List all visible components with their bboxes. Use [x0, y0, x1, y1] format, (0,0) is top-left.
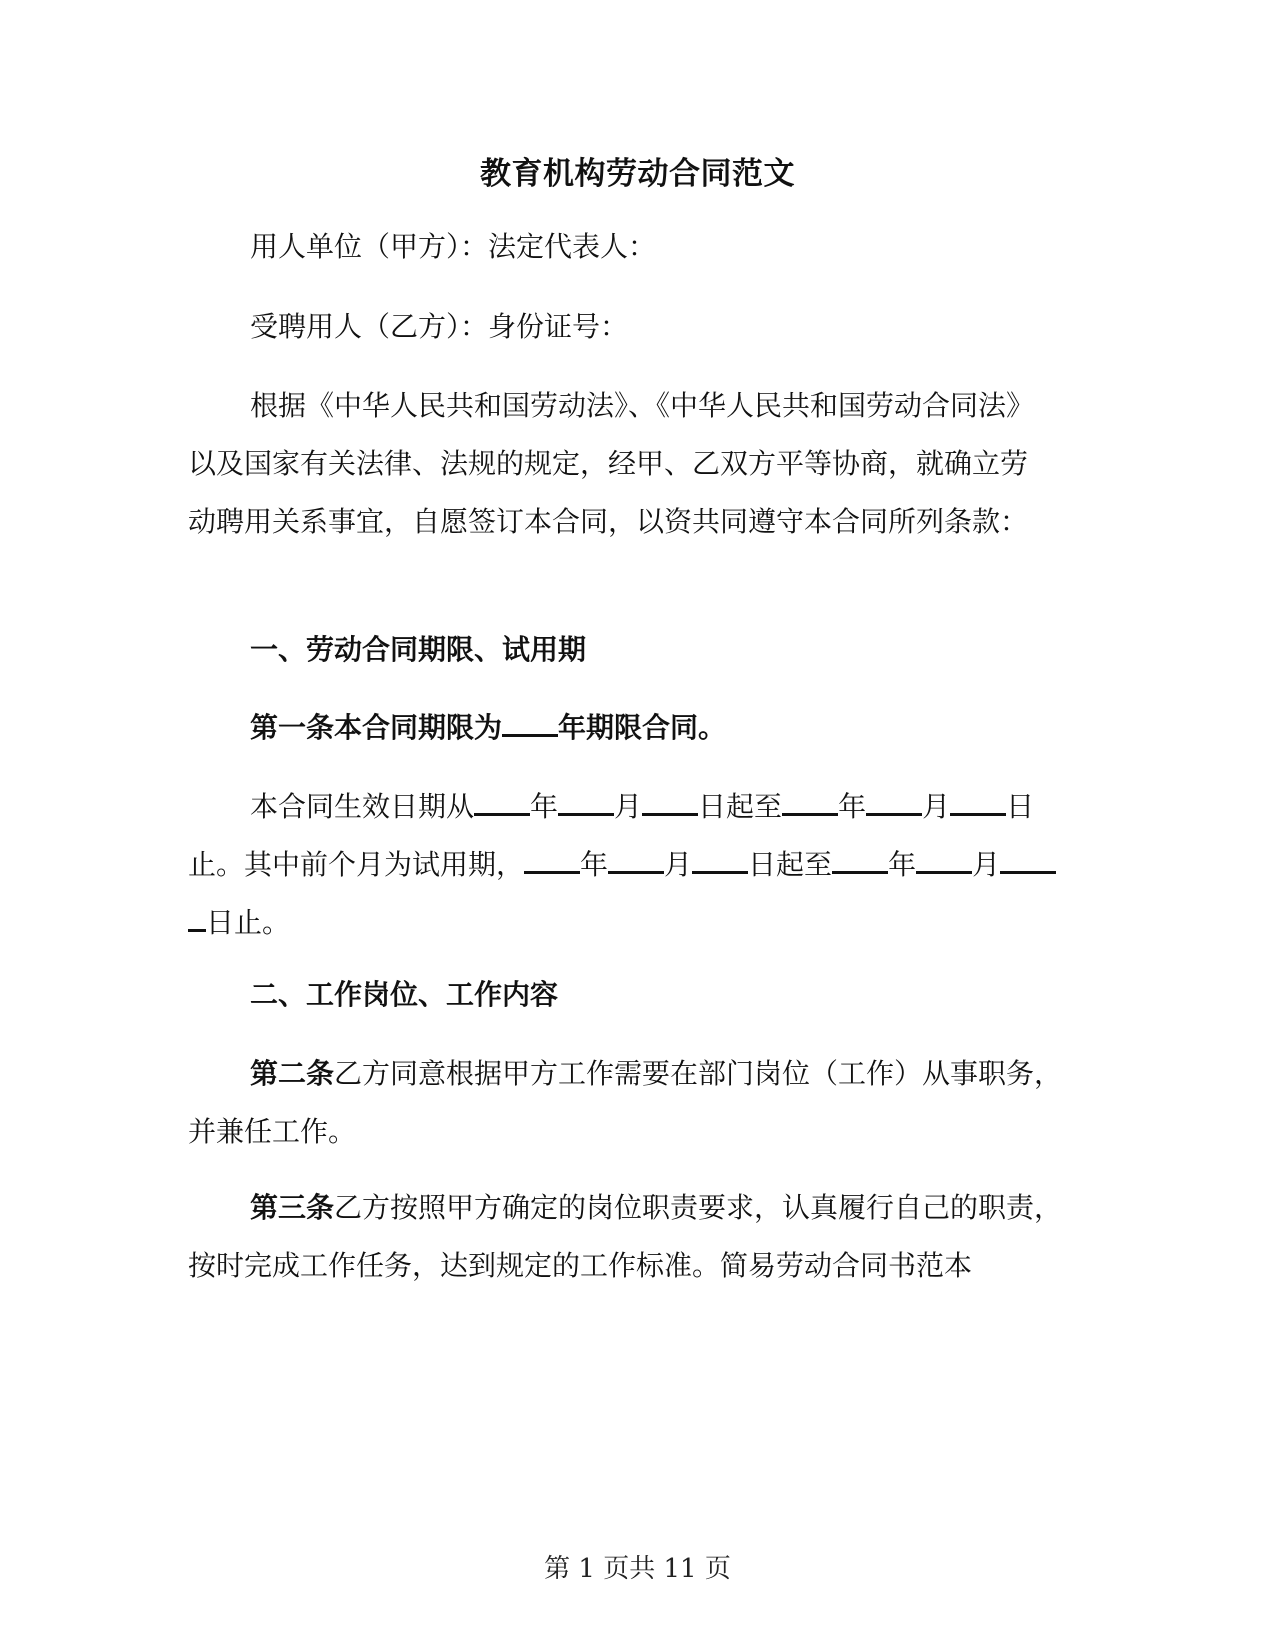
page-footer: 第 1 页共 11 页: [544, 1554, 731, 1584]
article-3: [188, 1179, 1088, 1295]
start-year-blank[interactable]: [474, 789, 530, 816]
employer-line: 用人单位（甲方）：法定代表人：: [250, 230, 657, 263]
end-day-blank[interactable]: [950, 789, 1006, 816]
probation-end-day-blank[interactable]: [1000, 847, 1056, 874]
month-label: 月: [664, 848, 693, 881]
month-label: 月: [614, 790, 643, 823]
probation-end-month-blank[interactable]: [916, 847, 972, 874]
year-label: 年: [530, 790, 559, 823]
end-month-blank[interactable]: [866, 789, 922, 816]
probation-start-year-blank[interactable]: [524, 847, 580, 874]
month-label: 月: [922, 790, 951, 823]
probation-start-month-blank[interactable]: [608, 847, 664, 874]
day-from-label: 日起至: [698, 790, 783, 823]
probation-start-day-blank[interactable]: [692, 847, 748, 874]
article-2: [188, 1045, 1088, 1161]
day-end-label: 日止。: [206, 906, 291, 939]
preamble-paragraph: 根据《中华人民共和国劳动法》、《中华人民共和国劳动合同法》以及国家有关法律、法规的规定，经甲、乙双方平等协商，就确立劳动聘用关系事宜，自愿签订本合同，以资共同遵守本合同所列条款：: [188, 389, 1029, 538]
article-1-part-a: 第一条本合同期限为: [250, 711, 503, 744]
effective-date-paragraph: [188, 778, 1068, 952]
day-label: 日: [1006, 790, 1035, 823]
start-month-blank[interactable]: [558, 789, 614, 816]
day-from-label: 日起至: [748, 848, 833, 881]
article-1-part-b: 年期限合同。: [558, 711, 727, 744]
month-label: 月: [972, 848, 1001, 881]
start-day-blank[interactable]: [642, 789, 698, 816]
year-label: 年: [888, 848, 917, 881]
article-1: [188, 699, 1088, 757]
probation-text: 止。其中前个月为试用期，: [188, 848, 525, 881]
term-years-blank[interactable]: [502, 710, 558, 737]
effective-start-text: 本合同生效日期从: [250, 790, 475, 823]
year-label: 年: [580, 848, 609, 881]
article-2-text: 乙方同意根据甲方工作需要在部门岗位（工作）从事职务，并兼任工作。: [188, 1057, 1063, 1148]
probation-end-year-blank[interactable]: [832, 847, 888, 874]
article-3-label: 第三条: [250, 1191, 335, 1224]
section-1-heading: 一、劳动合同期限、试用期: [250, 633, 587, 666]
article-2-label: 第二条: [250, 1057, 335, 1090]
probation-end-day-blank-tail[interactable]: [188, 905, 206, 932]
employee-line: 受聘用人（乙方）：身份证号：: [250, 310, 629, 343]
end-year-blank[interactable]: [782, 789, 838, 816]
section-2-heading: 二、工作岗位、工作内容: [250, 978, 559, 1011]
year-label: 年: [838, 790, 867, 823]
article-3-text: 乙方按照甲方确定的岗位职责要求，认真履行自己的职责，按时完成工作任务，达到规定的工作标准。简易劳动合同书范本: [188, 1191, 1063, 1282]
document-title: 教育机构劳动合同范文: [480, 156, 795, 192]
